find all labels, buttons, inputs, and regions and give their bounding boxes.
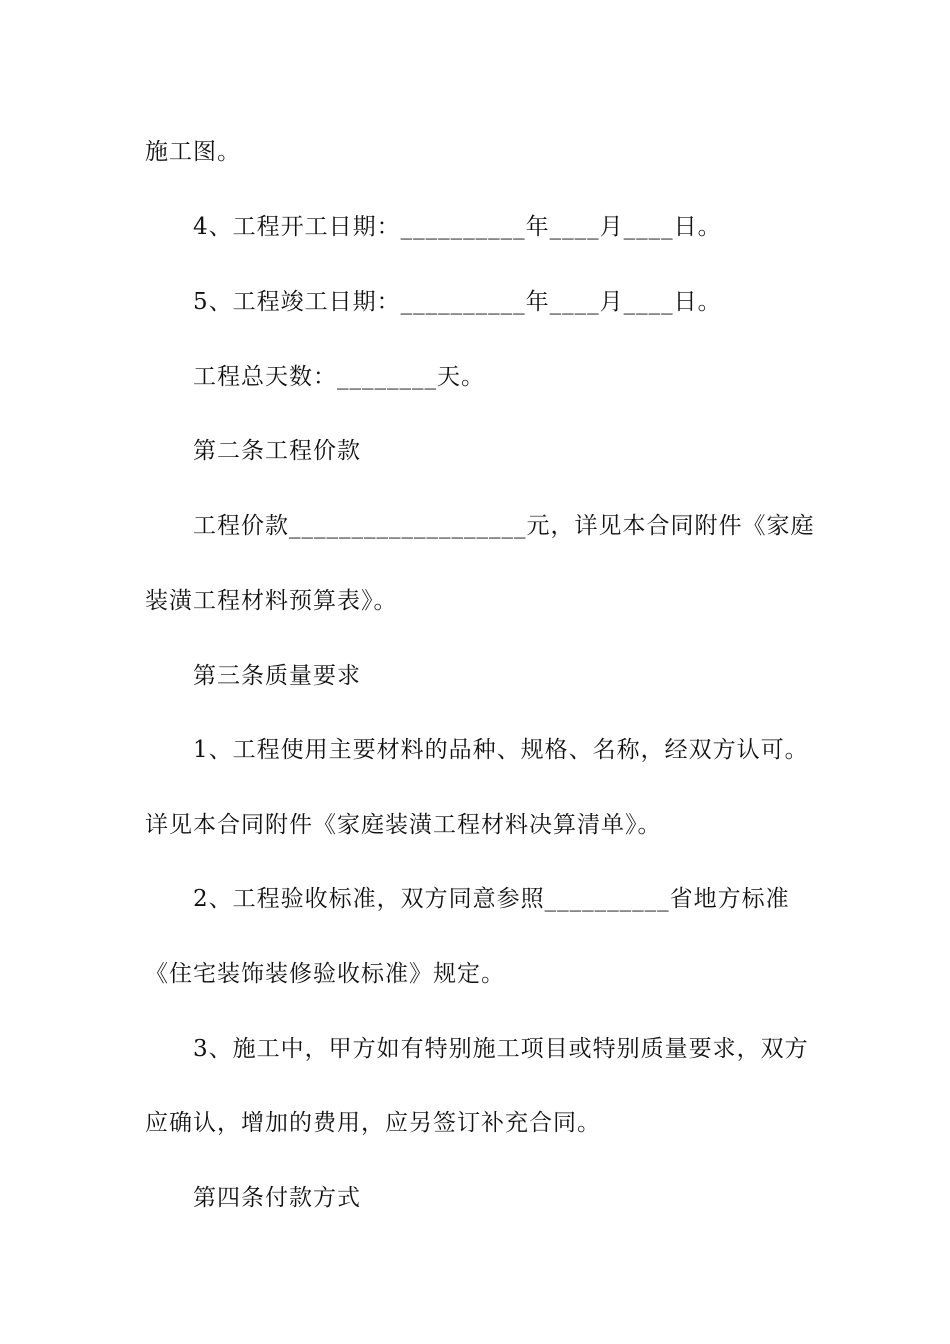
paragraph-line-completion-date: 5、工程竣工日期：__________年____月____日。 [193, 289, 722, 315]
section-heading-article-3: 第三条质量要求 [193, 663, 361, 689]
paragraph-line-total-days: 工程总天数：________天。 [193, 364, 485, 390]
paragraph-line-acceptance: 2、工程验收标准，双方同意参照__________省地方标准 [193, 886, 790, 912]
section-heading-article-2: 第二条工程价款 [193, 438, 361, 464]
paragraph-line-project-price: 工程价款___________________元，详见本合同附件《家庭 [193, 513, 815, 539]
paragraph-line-special-items: 3、施工中，甲方如有特别施工项目或特别质量要求，双方 [193, 1036, 809, 1062]
paragraph-line-start-date: 4、工程开工日期：__________年____月____日。 [193, 214, 722, 240]
paragraph-line-supplement: 应确认，增加的费用，应另签订补充合同。 [145, 1110, 601, 1136]
paragraph-line-budget-table: 装潢工程材料预算表》。 [145, 588, 398, 614]
section-heading-article-4: 第四条付款方式 [193, 1185, 361, 1211]
paragraph-line-materials-list: 详见本合同附件《家庭装潢工程材料决算清单》。 [145, 812, 662, 838]
paragraph-line-materials: 1、工程使用主要材料的品种、规格、名称，经双方认可。 [193, 737, 809, 763]
paragraph-line-acceptance-standard: 《住宅装饰装修验收标准》规定。 [145, 961, 505, 987]
paragraph-line-construction-drawing: 施工图。 [145, 139, 241, 165]
